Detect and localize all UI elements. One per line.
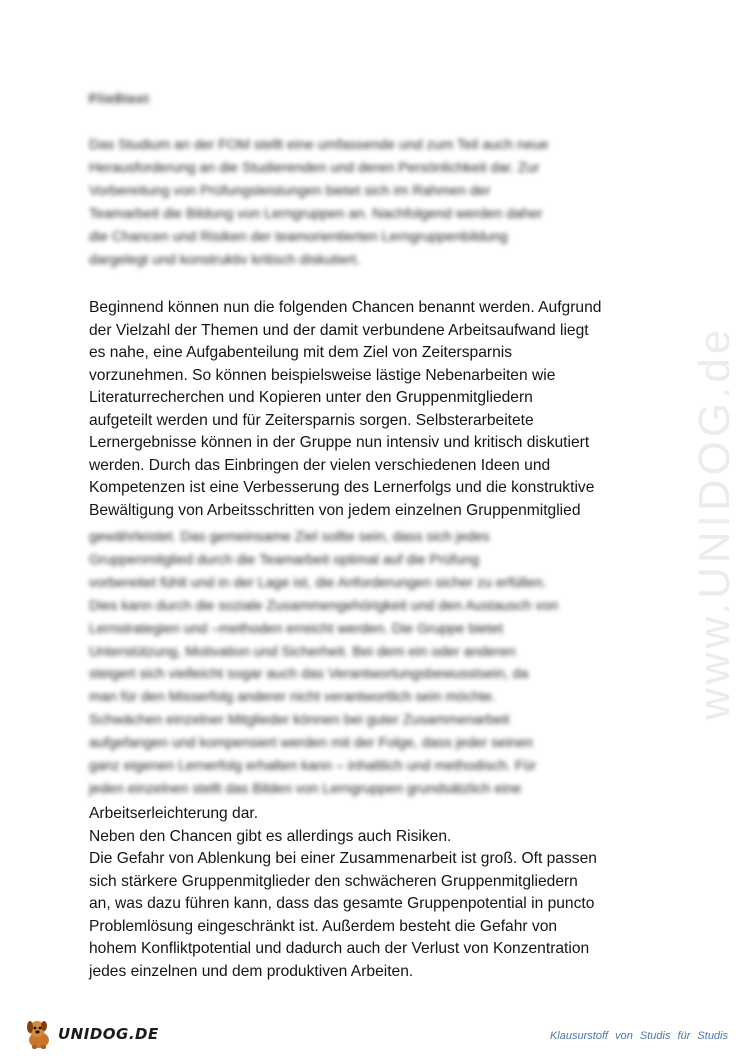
text-line: jeden einzelnen stellt das Bilden von Lerngruppen grundsätzlich eine <box>89 780 522 797</box>
text-line: ganz eigenen Lernerfolg erhalten kann – inhaltlich und methodisch. Für <box>89 758 537 775</box>
text-line: Lernergebnisse können in der Gruppe nun intensiv und kritisch diskutiert <box>89 434 590 451</box>
unidog-logo[interactable] <box>24 1016 159 1052</box>
text-line: vorbereitet fühlt und in der Lage ist, die Anforderungen sicher zu erfüllen. <box>89 574 547 591</box>
text-line: Beginnend können nun die folgenden Chancen benannt werden. Aufgrund <box>89 299 602 316</box>
text-line: Die Gefahr von Ablenkung bei einer Zusammenarbeit ist groß. Oft passen <box>89 850 597 867</box>
text-line: Kompetenzen ist eine Verbesserung des Lernerfolgs und die konstruktive <box>89 479 595 496</box>
text-line: Vorbereitung von Prüfungsleistungen bietet sich im Rahmen der <box>89 182 491 199</box>
text-line: der Vielzahl der Themen und der damit verbundene Arbeitsaufwand liegt <box>89 321 589 339</box>
dog-mascot-icon <box>24 1018 54 1050</box>
blurred-paragraph <box>89 526 669 801</box>
text-line: hohem Konfliktpotential und dadurch auch der Verlust von Konzentration <box>89 940 590 957</box>
risks-paragraph <box>89 803 669 983</box>
text-line: werden. Durch das Einbringen der vielen verschiedenen Ideen und <box>89 456 551 474</box>
text-line: Gruppenmitglied durch die Teamarbeit optimal auf die Prüfung <box>89 551 480 568</box>
section-heading: Fließtext <box>89 92 150 106</box>
text-line: Dies kann durch die soziale Zusammengehörigkeit und den Austausch von <box>89 597 559 614</box>
intro-paragraph <box>89 134 669 271</box>
text-line: es nahe, eine Aufgabenteilung mit dem Ziel von Zeitersparnis <box>89 344 513 361</box>
text-line: aufgeteilt werden und für Zeitersparnis sorgen. Selbsterarbeitete <box>89 411 534 429</box>
text-line: Problemlösung eingeschränkt ist. Außerdem besteht die Gefahr von <box>89 917 558 935</box>
text-line: Lernstrategien und –methoden erreicht werden. Die Gruppe bietet <box>89 620 504 637</box>
text-line: Bewältigung von Arbeitsschritten von jedem einzelnen Gruppenmitglied <box>89 501 581 519</box>
text-line: Neben den Chancen gibt es allerdings auch Risiken. <box>89 827 452 845</box>
logo-text: UNIDOG.DE <box>58 1025 159 1043</box>
text-line: Unterstützung, Motivation und Sicherheit. Bei dem ein oder anderen <box>89 643 516 660</box>
text-line: sich stärkere Gruppenmitglieder den schwächeren Gruppenmitgliedern <box>89 872 578 890</box>
text-line: Das Studium an der FOM stellt eine umfassende und zum Teil auch neue <box>89 137 549 153</box>
text-line: Teamarbeit die Bildung von Lerngruppen an. Nachfolgend werden daher <box>89 205 543 222</box>
chances-paragraph <box>89 297 669 522</box>
text-line: gewährleistet. Das gemeinsame Ziel sollte sein, dass sich jedes <box>89 529 490 545</box>
watermark: www.UNIDOG.de <box>690 325 739 720</box>
footer-tagline: Klausurstoff von Studis für Studis <box>549 1030 728 1042</box>
text-line: steigert sich vielleicht sogar auch das Verantwortungsbewusstsein, da <box>89 666 529 683</box>
text-line: vorzunehmen. So können beispielsweise lästige Nebenarbeiten wie <box>89 366 556 384</box>
text-line: jedes einzelnen und dem produktiven Arbeiten. <box>89 962 414 980</box>
text-line: Literaturrecherchen und Kopieren unter den Gruppenmitgliedern <box>89 389 533 406</box>
text-line: Herausforderung an die Studierenden und deren Persönlichkeit dar. Zur <box>89 159 540 176</box>
text-line: Arbeitserleichterung dar. <box>89 805 259 822</box>
text-line: dargelegt und konstruktiv kritisch diskutiert. <box>89 251 361 268</box>
text-line: Schwächen einzelner Mitglieder können bei guter Zusammenarbeit <box>89 712 510 729</box>
text-line: man für den Misserfolg anderer nicht verantwortlich sein möchte. <box>89 689 496 706</box>
text-line: die Chancen und Risiken der teamorientierten Lerngruppenbildung <box>89 228 508 245</box>
text-line: aufgefangen und kompensiert werden mit der Folge, dass jeder seinen <box>89 735 534 752</box>
text-line: an, was dazu führen kann, dass das gesamte Gruppenpotential in puncto <box>89 895 595 912</box>
